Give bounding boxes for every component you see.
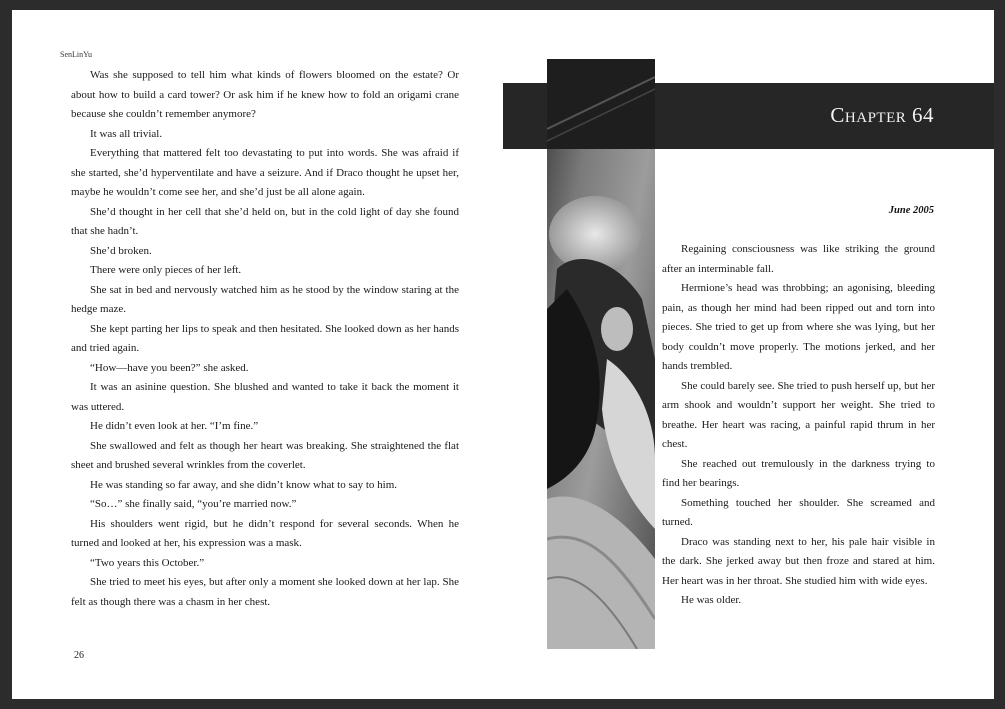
chapter-illustration xyxy=(547,59,655,649)
paragraph: She sat in bed and nervously watched him as he stood by the window staring at the hedge maze. xyxy=(71,283,459,315)
paragraph: “So…” she finally said, “you’re married now.” xyxy=(90,498,297,510)
book-spread xyxy=(12,10,994,699)
paragraph: It was an asinine question. She blushed and wanted to take it back the moment it was uttered. xyxy=(71,381,459,413)
illustration-art xyxy=(547,59,655,649)
page-number: 26 xyxy=(74,650,84,661)
paragraph: “How—have you been?” she asked. xyxy=(90,361,249,374)
paragraph: She’d thought in her cell that she’d held on, but in the cold light of day she found that she hadn’t. xyxy=(71,205,459,237)
paragraph: Something touched her shoulder. She screamed and turned. xyxy=(662,496,935,528)
paragraph: Draco was standing next to her, his pale hair visible in the dark. She jerked away but then froze and stared at him. Her heart was in her throat. She studied him with wide eyes. xyxy=(662,535,935,587)
paragraph: There were only pieces of her left. xyxy=(90,264,242,276)
chapter-title: Chapter 64 xyxy=(830,103,934,127)
paragraph: “Two years this October.” xyxy=(90,556,205,569)
paragraph: Everything that mattered felt too devastating to put into words. She was afraid if she started, she’d hyperventilate and have a seizure. And if Draco thought he upset her, maybe he wouldn’t come see her, and she’d just be all alone again. xyxy=(71,147,459,198)
paragraph: It was all trivial. xyxy=(90,127,163,140)
paragraph: He was standing so far away, and she didn’t know what to say to him. xyxy=(90,478,398,491)
paragraph: Hermione’s head was throbbing; an agonising, bleeding pain, as though her mind had been ripped out and torn into pieces. She tried to get up from where she was lying, but her body couldn’t move properly. The motions jerked, and her hands trembled. xyxy=(662,282,935,372)
right-page-body xyxy=(662,240,935,611)
paragraph: She reached out tremulously in the darkness trying to find her bearings. xyxy=(662,457,935,489)
paragraph: His shoulders went rigid, but he didn’t respond for several seconds. When he turned and looked at her, his expression was a mask. xyxy=(71,517,459,549)
paragraph: He was older. xyxy=(681,594,742,606)
right-page xyxy=(503,10,994,699)
paragraph: She tried to meet his eyes, but after only a moment she looked down at her lap. She felt as though there was a chasm in her chest. xyxy=(71,576,459,608)
paragraph: She kept parting her lips to speak and then hesitated. She looked down as her hands and tried again. xyxy=(71,322,459,354)
paragraph: Regaining consciousness was like striking the ground after an interminable fall. xyxy=(662,243,935,275)
paragraph: Was she supposed to tell him what kinds of flowers bloomed on the estate? Or about how to build a card tower? Or ask him if he knew how to fold an origami crane because she couldn’t remember anymore? xyxy=(71,69,459,120)
paragraph: He didn’t even look at her. “I’m fine.” xyxy=(90,420,259,432)
left-page-body xyxy=(71,66,459,612)
paragraph: She could barely see. She tried to push herself up, but her arm shook and wouldn’t support her weight. She tried to breathe. Her heart was racing, a painful rapid thrum in her chest. xyxy=(662,379,935,450)
running-header-author: SenLinYu xyxy=(60,50,92,59)
chapter-date: June 2005 xyxy=(888,205,934,216)
paragraph: She swallowed and felt as though her heart was breaking. She straightened the flat sheet and brushed several wrinkles from the coverlet. xyxy=(71,439,459,471)
paragraph: She’d broken. xyxy=(90,244,152,257)
left-page xyxy=(12,10,503,699)
